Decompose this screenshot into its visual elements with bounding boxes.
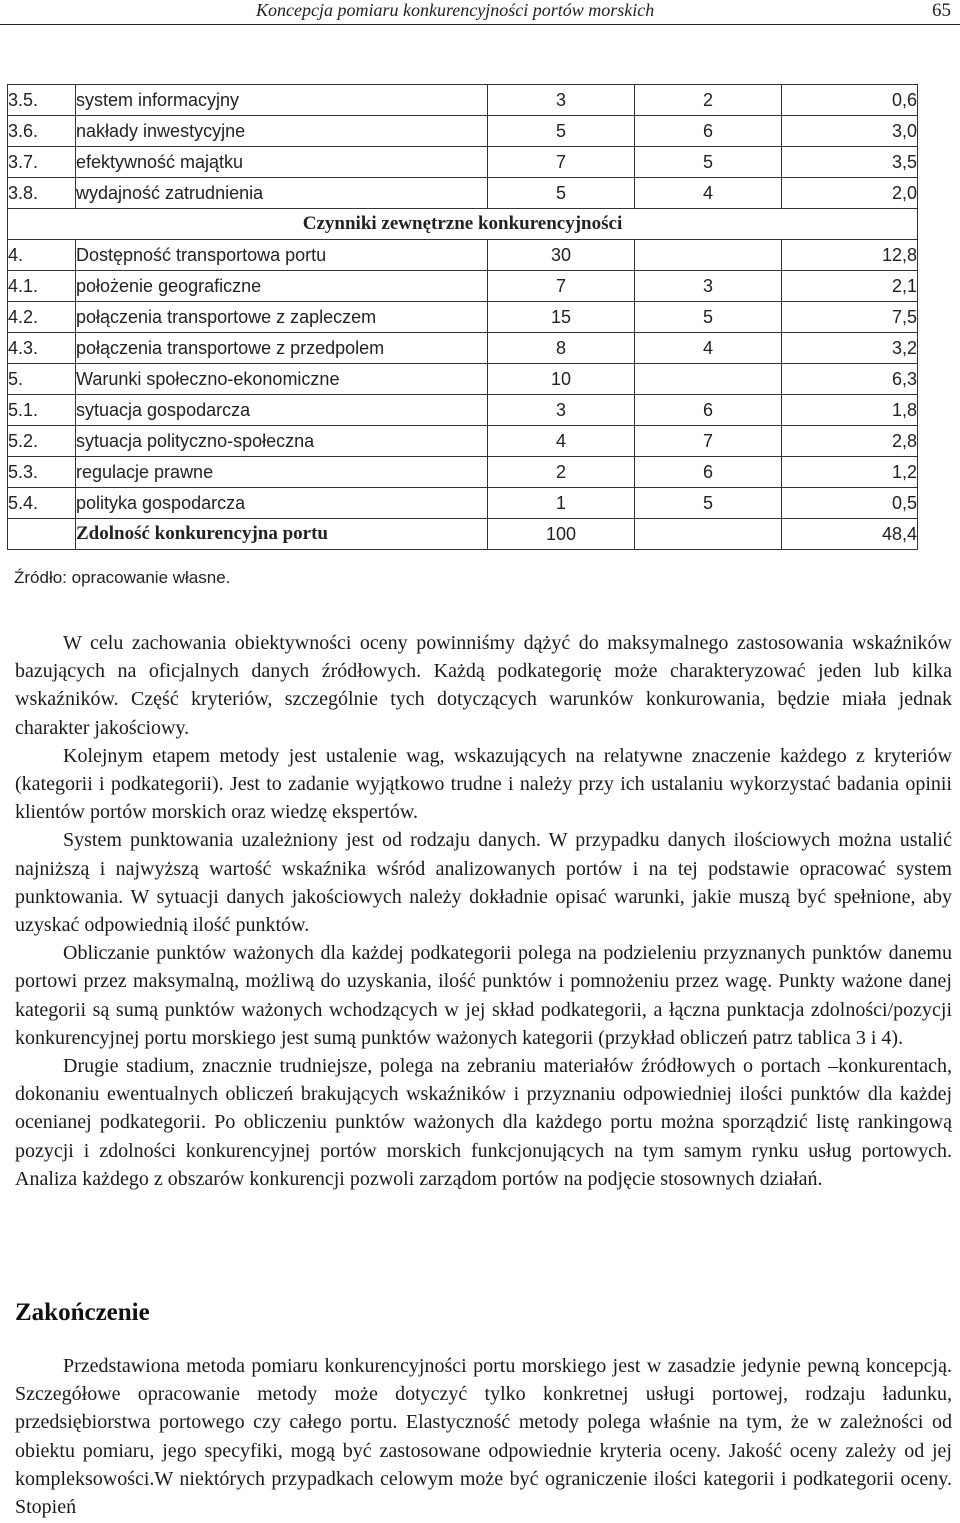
paragraph: System punktowania uzależniony jest od rodzaju danych. W przypadku danych ilościowych można ustalić najniższą i najwyższą wartość wskaźnika wśród analizowanych portów i na tej podstawie opracować system punktowania. W sytuacji danych jakościowych należy dokładnie opisać warunki, jakie muszą być spełnione, aby uzyskać odpowiednią ilość punktów. <box>15 829 952 937</box>
total-value-c: 48,4 <box>782 519 918 550</box>
row-name: położenie geograficzne <box>76 271 488 302</box>
row-value-b: 4 <box>635 178 782 209</box>
page-number: 65 <box>932 0 951 21</box>
row-value-a: 5 <box>488 116 635 147</box>
row-value-b: 5 <box>635 488 782 519</box>
row-name: nakłady inwestycyjne <box>76 116 488 147</box>
row-number: 4.1. <box>8 271 76 302</box>
row-value-b: 7 <box>635 426 782 457</box>
row-value-b: 6 <box>635 457 782 488</box>
paragraph: Obliczanie punktów ważonych dla każdej podkategorii polega na podzieleniu przyznanych punktów danemu portowi przez maksymalną, możliwą do uzyskania, ilość punktów i pomnożeniu przez wagę. Punkty ważone danej kategorii są sumą punktów ważonych wchodzących w jej skład podkategorii, a łączna punktacja zdolności/pozycji konkurencyjnej portu morskiego jest sumą punktów ważonych kategorii (przykład obliczeń patrz tablica 3 i 4). <box>15 942 952 1049</box>
total-number-cell <box>8 519 76 550</box>
row-value-a: 30 <box>488 240 635 271</box>
row-number: 5.3. <box>8 457 76 488</box>
row-name: polityka gospodarcza <box>76 488 488 519</box>
row-value-a: 3 <box>488 85 635 116</box>
row-name: efektywność majątku <box>76 147 488 178</box>
table-source: Źródło: opracowanie własne. <box>14 568 231 587</box>
table-row <box>8 333 918 364</box>
row-value-a: 8 <box>488 333 635 364</box>
row-name: sytuacja polityczno-społeczna <box>76 426 488 457</box>
row-value-b: 6 <box>635 395 782 426</box>
row-number: 3.6. <box>8 116 76 147</box>
table-section-row <box>8 209 918 240</box>
row-value-a: 15 <box>488 302 635 333</box>
table-row <box>8 488 918 519</box>
row-name: połączenia transportowe z zapleczem <box>76 302 488 333</box>
row-value-b: 4 <box>635 333 782 364</box>
row-value-c: 3,2 <box>782 333 918 364</box>
row-value-c: 2,8 <box>782 426 918 457</box>
paragraph: W celu zachowania obiektywności oceny powinniśmy dążyć do maksymalnego zastosowania wskaźników bazujących na oficjalnych danych źródłowych. Każdą podkategorię może charakteryzować jeden lub kilka wskaźników. Część kryteriów, szczególnie tych dotyczących warunków konkurowania, będzie miała jednak charakter jakościowy. <box>15 632 952 739</box>
row-value-c: 6,3 <box>782 364 918 395</box>
table-row <box>8 302 918 333</box>
row-name: połączenia transportowe z przedpolem <box>76 333 488 364</box>
row-value-c: 0,6 <box>782 85 918 116</box>
paragraph: Kolejnym etapem metody jest ustalenie wag, wskazujących na relatywne znaczenie każdego z kryteriów (kategorii i podkategorii). Jest to zadanie wyjątkowo trudne i należy przy ich ustalaniu wykorzystać badania opinii klientów portów morskich oraz wiedzę ekspertów. <box>15 744 952 824</box>
row-value-b <box>635 364 782 395</box>
row-number: 4.3. <box>8 333 76 364</box>
table-row <box>8 240 918 271</box>
total-label: Zdolność konkurencyjna portu <box>76 519 488 550</box>
row-number: 5.1. <box>8 395 76 426</box>
row-value-a: 1 <box>488 488 635 519</box>
row-value-c: 2,1 <box>782 271 918 302</box>
row-value-c: 3,0 <box>782 116 918 147</box>
row-number: 3.7. <box>8 147 76 178</box>
row-number: 4. <box>8 240 76 271</box>
total-value-b <box>635 519 782 550</box>
row-name: sytuacja gospodarcza <box>76 395 488 426</box>
row-value-a: 4 <box>488 426 635 457</box>
table-row <box>8 116 918 147</box>
row-value-c: 12,8 <box>782 240 918 271</box>
row-number: 5. <box>8 364 76 395</box>
row-number: 3.5. <box>8 85 76 116</box>
row-value-b: 6 <box>635 116 782 147</box>
row-value-c: 7,5 <box>782 302 918 333</box>
row-value-c: 1,8 <box>782 395 918 426</box>
table-row <box>8 426 918 457</box>
table-row <box>8 457 918 488</box>
row-number: 5.2. <box>8 426 76 457</box>
row-name: regulacje prawne <box>76 457 488 488</box>
row-value-a: 3 <box>488 395 635 426</box>
row-value-c: 1,2 <box>782 457 918 488</box>
row-number: 3.8. <box>8 178 76 209</box>
row-value-a: 7 <box>488 147 635 178</box>
running-title: Koncepcja pomiaru konkurencyjności portów morskich <box>256 0 655 20</box>
scoring-table <box>7 84 918 550</box>
row-value-b <box>635 240 782 271</box>
body-text <box>15 629 952 1193</box>
table-total-row <box>8 519 918 550</box>
row-value-a: 10 <box>488 364 635 395</box>
conclusion-heading: Zakończenie <box>15 1299 150 1326</box>
running-header <box>0 0 960 25</box>
row-value-c: 3,5 <box>782 147 918 178</box>
conclusion-text <box>15 1352 952 1521</box>
row-value-a: 5 <box>488 178 635 209</box>
row-value-b: 2 <box>635 85 782 116</box>
paragraph: Drugie stadium, znacznie trudniejsze, polega na zebraniu materiałów źródłowych o portach –konkurentach, dokonaniu ewentualnych obliczeń brakujących wskaźników i przyznaniu odpowiedniej ilości punktów dla każdej ocenianej podkategorii. Po obliczeniu punktów ważonych dla każdego portu można sporządzić listę rankingową pozycji i zdolności konkurencyjnej portów morskich funkcjonujących na tym samym rynku usług portowych. Analiza każdego z obszarów konkurencji pozwoli zarządom portów na podjęcie stosownych działań. <box>15 1055 952 1190</box>
row-value-a: 2 <box>488 457 635 488</box>
paragraph: Przedstawiona metoda pomiaru konkurencyjności portu morskiego jest w zasadzie jedynie pewną koncepcją. Szczegółowe opracowanie metody może dotyczyć tylko konkretnej usługi portowej, rodzaju ładunku, przedsiębiorstwa portowego czy całego portu. Elastyczność metody polega właśnie na tym, że w zależności od obiektu pomiaru, jego specyfiki, mogą być zastosowane odpowiednie kryteria oceny. Jakość oceny zależy od jej kompleksowości.W niektórych przypadkach celowym może być ograniczenie ilości kategorii i podkategorii oceny. Stopień <box>15 1355 952 1519</box>
row-value-b: 5 <box>635 147 782 178</box>
row-name: Warunki społeczno-ekonomiczne <box>76 364 488 395</box>
row-number: 4.2. <box>8 302 76 333</box>
table-row <box>8 178 918 209</box>
row-value-b: 5 <box>635 302 782 333</box>
table-row <box>8 85 918 116</box>
row-value-a: 7 <box>488 271 635 302</box>
row-number: 5.4. <box>8 488 76 519</box>
total-value-a: 100 <box>488 519 635 550</box>
row-value-c: 2,0 <box>782 178 918 209</box>
row-name: Dostępność transportowa portu <box>76 240 488 271</box>
table-row <box>8 395 918 426</box>
section-heading: Czynniki zewnętrzne konkurencyjności <box>8 209 918 240</box>
table-row <box>8 147 918 178</box>
row-value-b: 3 <box>635 271 782 302</box>
table-row <box>8 364 918 395</box>
row-name: system informacyjny <box>76 85 488 116</box>
row-value-c: 0,5 <box>782 488 918 519</box>
row-name: wydajność zatrudnienia <box>76 178 488 209</box>
table-row <box>8 271 918 302</box>
